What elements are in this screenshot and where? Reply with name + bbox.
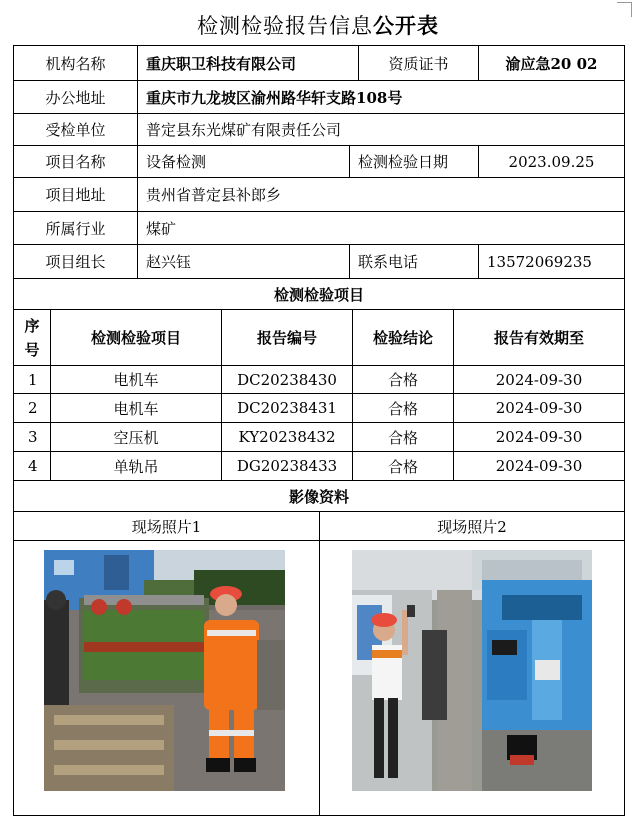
cert-label: 资质证书 <box>359 46 479 81</box>
addr-value: 重庆市九龙坡区渝州路华轩支路108号 <box>138 81 625 114</box>
cert-value: 渝应急20 02 <box>479 46 625 81</box>
site-photo-1 <box>44 550 285 791</box>
site-value: 贵州省普定县补郎乡 <box>138 178 625 212</box>
items-section-title: 检测检验项目 <box>14 279 625 310</box>
photo2-label: 现场照片2 <box>320 512 625 541</box>
row-no: 2 <box>14 394 51 423</box>
row-valid: 2024-09-30 <box>454 452 625 481</box>
row-result: 合格 <box>353 366 454 394</box>
row-result: 合格 <box>353 394 454 423</box>
industry-label: 所属行业 <box>14 212 138 245</box>
unit-label: 受检单位 <box>14 114 138 146</box>
row-no: 1 <box>14 366 51 394</box>
leader-value: 赵兴钰 <box>138 245 350 279</box>
row-item: 空压机 <box>51 423 222 452</box>
title-bold: 公开表 <box>373 13 439 38</box>
row-item: 单轨吊 <box>51 452 222 481</box>
phone-label: 联系电话 <box>350 245 479 279</box>
proj-value: 设备检测 <box>138 146 350 178</box>
title-main: 检测检验报告信息 <box>197 14 373 38</box>
site-photo-2 <box>352 550 592 791</box>
addr-label: 办公地址 <box>14 81 138 114</box>
row-report: DC20238431 <box>222 394 353 423</box>
row-valid: 2024-09-30 <box>454 394 625 423</box>
row-no: 4 <box>14 452 51 481</box>
row-valid: 2024-09-30 <box>454 423 625 452</box>
col-report: 报告编号 <box>222 310 353 366</box>
row-result: 合格 <box>353 452 454 481</box>
corner-mark <box>617 2 632 17</box>
row-report: KY20238432 <box>222 423 353 452</box>
proj-label: 项目名称 <box>14 146 138 178</box>
industry-value: 煤矿 <box>138 212 625 245</box>
page-title <box>0 10 636 40</box>
date-value: 2023.09.25 <box>479 146 625 178</box>
site-label: 项目地址 <box>14 178 138 212</box>
col-item: 检测检验项目 <box>51 310 222 366</box>
org-value: 重庆职卫科技有限公司 <box>138 46 359 81</box>
row-no: 3 <box>14 423 51 452</box>
row-report: DC20238430 <box>222 366 353 394</box>
row-valid: 2024-09-30 <box>454 366 625 394</box>
date-label: 检测检验日期 <box>350 146 479 178</box>
col-valid: 报告有效期至 <box>454 310 625 366</box>
photo1-label: 现场照片1 <box>14 512 320 541</box>
phone-value: 13572069235 <box>479 245 625 279</box>
images-section-title: 影像资料 <box>14 481 625 512</box>
org-label: 机构名称 <box>14 46 138 81</box>
col-result: 检验结论 <box>353 310 454 366</box>
leader-label: 项目组长 <box>14 245 138 279</box>
row-result: 合格 <box>353 423 454 452</box>
unit-value: 普定县东光煤矿有限责任公司 <box>138 114 625 146</box>
row-item: 电机车 <box>51 394 222 423</box>
col-no: 序号 <box>14 310 51 366</box>
row-report: DG20238433 <box>222 452 353 481</box>
row-item: 电机车 <box>51 366 222 394</box>
